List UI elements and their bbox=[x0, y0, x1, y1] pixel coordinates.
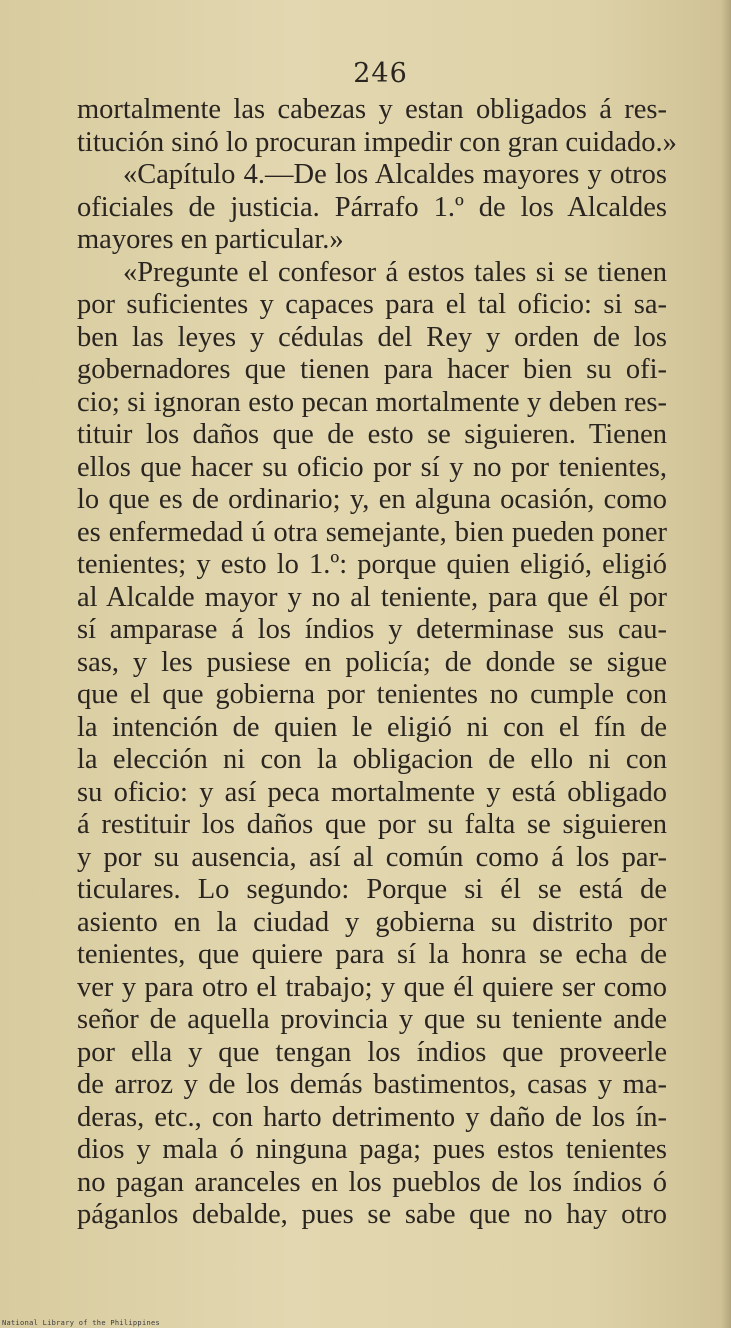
text-line: sí amparase á los índios y determinase sus cau- bbox=[77, 614, 667, 645]
text-line: mayores en particular.» bbox=[77, 224, 344, 255]
text-line: por ella y que tengan los índios que proveerle bbox=[77, 1036, 667, 1068]
text-line: al Alcalde mayor y no al teniente, para que él por bbox=[77, 581, 667, 613]
text-line: «Pregunte el confesor á estos tales si se tienen bbox=[123, 256, 667, 288]
text-line: no pagan aranceles en los pueblos de los índios ó bbox=[77, 1166, 667, 1198]
text-line: lo que es de ordinario; y, en alguna ocasión, como bbox=[77, 484, 667, 515]
text-line: que el que gobierna por tenientes no cumple con bbox=[77, 679, 667, 710]
text-line: por suficientes y capaces para el tal oficio: si sa- bbox=[77, 289, 667, 320]
page-number: 246 bbox=[353, 58, 408, 89]
text-line: la intención de quien le eligió ni con el fín de bbox=[77, 711, 667, 743]
text-line: ellos que hacer su oficio por sí y no por tenientes, bbox=[77, 451, 667, 483]
text-line: ticulares. Lo segundo: Porque si él se está de bbox=[77, 874, 667, 905]
text-line: sas, y les pusiese en policía; de donde se sigue bbox=[77, 646, 667, 678]
text-line: de arroz y de los demás bastimentos, casas y ma- bbox=[77, 1069, 667, 1100]
text-line: ver y para otro el trabajo; y que él quiere ser como bbox=[77, 971, 667, 1003]
text-line: tituir los daños que de esto se siguieren. Tienen bbox=[77, 419, 667, 450]
text-line: mortalmente las cabezas y estan obligados á res- bbox=[77, 94, 667, 125]
text-line: á restituir los daños que por su falta se siguieren bbox=[77, 809, 667, 840]
text-line: dios y mala ó ninguna paga; pues estos tenientes bbox=[77, 1134, 667, 1165]
text-line: titución sinó lo procuran impedir con gran cuidado.» bbox=[77, 126, 677, 158]
text-line: y por su ausencia, así al común como á los par- bbox=[77, 841, 667, 873]
text-line: deras, etc., con harto detrimento y daño de los ín- bbox=[77, 1101, 667, 1133]
text-line: páganlos debalde, pues se sabe que no hay otro bbox=[77, 1199, 667, 1230]
text-line: cio; si ignoran esto pecan mortalmente y deben res- bbox=[77, 386, 667, 418]
library-attribution: National Library of the Philippines bbox=[2, 1319, 161, 1327]
text-line: la elección ni con la obligacion de ello ni con bbox=[77, 744, 667, 775]
body-text bbox=[77, 94, 677, 1232]
text-line: su oficio: y así peca mortalmente y está obligado bbox=[77, 776, 667, 808]
text-line: gobernadores que tienen para hacer bien su ofi- bbox=[77, 354, 667, 385]
text-line: ben las leyes y cédulas del Rey y orden de los bbox=[77, 321, 667, 353]
text-line: tenientes, que quiere para sí la honra se echa de bbox=[77, 939, 667, 970]
page-edge-shadow bbox=[721, 0, 731, 1328]
text-line: asiento en la ciudad y gobierna su distrito por bbox=[77, 906, 667, 938]
text-line: señor de aquella provincia y que su teniente ande bbox=[77, 1004, 667, 1035]
text-line: «Capítulo 4.—De los Alcaldes mayores y otros bbox=[123, 159, 667, 190]
text-line: oficiales de justicia. Párrafo 1.º de los Alcaldes bbox=[77, 191, 667, 223]
text-line: es enfermedad ú otra semejante, bien pueden poner bbox=[77, 516, 667, 548]
text-line: tenientes; y esto lo 1.º: porque quien eligió, eligió bbox=[77, 549, 667, 580]
